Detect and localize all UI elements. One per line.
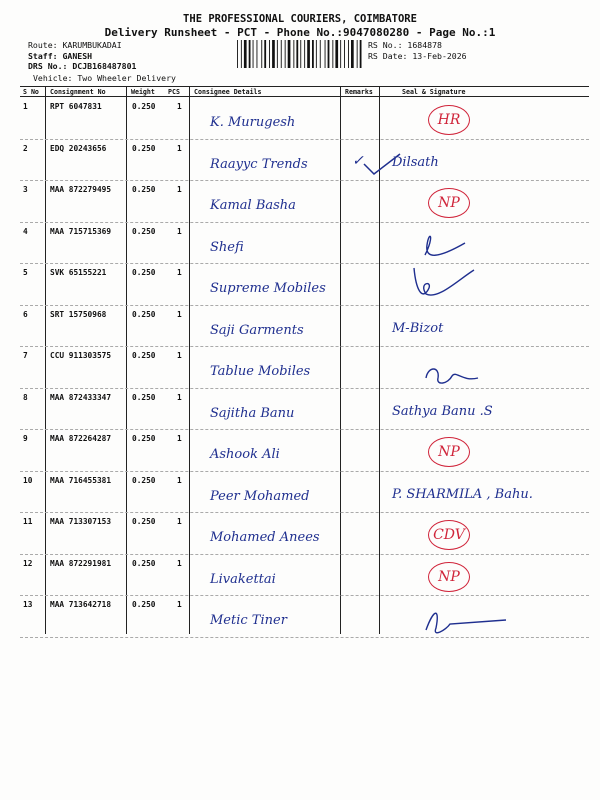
row-consignment-number: MAA 713307153	[50, 517, 112, 526]
col-header-consignment: Consignment No	[50, 88, 106, 96]
row-signature-handwritten: M-Bizot	[392, 320, 444, 336]
table-header-rule	[20, 96, 589, 97]
row-pieces: 1	[177, 309, 182, 319]
row-weight: 0.250	[132, 143, 156, 153]
row-pieces: 1	[177, 226, 182, 236]
company-title: THE PROFESSIONAL COURIERS, COIMBATORE	[183, 13, 417, 25]
row-pieces: 1	[177, 268, 182, 277]
row-serial-number: 11	[23, 517, 33, 526]
row-pieces: 1	[177, 475, 182, 485]
row-divider	[20, 429, 589, 430]
rs-number: RS No.: 1684878	[368, 40, 442, 50]
row-serial-number: 1	[23, 102, 28, 111]
row-weight: 0.250	[132, 517, 156, 526]
row-consignment-number: MAA 713642718	[50, 600, 112, 609]
row-consignee-handwritten: Metic Tiner	[210, 613, 287, 628]
row-serial-number: 6	[23, 309, 28, 319]
row-remarks: ✓	[352, 152, 364, 169]
signature-scribble-icon	[408, 260, 478, 305]
row-pieces: 1	[177, 143, 182, 153]
row-serial-number: 2	[23, 143, 28, 153]
runsheet-meta-left	[28, 40, 136, 72]
signature-scribble-icon	[420, 600, 510, 640]
row-consignment-number: RPT 6047831	[50, 102, 102, 111]
col-header-sno: S No	[23, 88, 39, 96]
row-weight: 0.250	[132, 475, 156, 485]
row-seal-stamp: CDV	[428, 520, 470, 550]
row-pieces: 1	[177, 185, 182, 194]
row-seal-stamp: NP	[428, 562, 470, 592]
row-pieces: 1	[177, 434, 182, 443]
row-divider	[20, 222, 589, 223]
row-consignment-number: SVK 65155221	[50, 268, 107, 277]
row-weight: 0.250	[132, 434, 156, 443]
row-consignment-number: CCU 911303575	[50, 351, 112, 360]
row-weight: 0.250	[132, 558, 156, 568]
runsheet-subtitle: Delivery Runsheet - PCT - Phone No.:9047080280 - Page No.:1	[104, 26, 496, 39]
row-seal-stamp: HR	[428, 105, 470, 135]
rs-date: RS Date: 13-Feb-2026	[368, 50, 467, 61]
signature-scribble-icon	[422, 360, 482, 390]
vehicle-label: Vehicle: Two Wheeler Delivery	[33, 73, 176, 83]
row-consignee-handwritten: Saji Garments	[210, 322, 304, 338]
row-serial-number: 13	[23, 600, 33, 609]
col-divider	[189, 86, 190, 634]
row-consignee-handwritten: Shefi	[210, 239, 244, 255]
row-consignment-number: MAA 872291981	[50, 558, 112, 568]
col-header-consignee: Consignee Details	[194, 88, 262, 96]
row-weight: 0.250	[132, 392, 156, 402]
col-header-pcs: PCS	[168, 88, 180, 96]
row-consignee-handwritten: Peer Mohamed	[210, 488, 310, 504]
row-pieces: 1	[177, 351, 182, 360]
route-label: Route: KARUMBUKADAI	[28, 40, 122, 50]
row-consignee-handwritten: Ashook Ali	[210, 447, 280, 462]
row-pieces: 1	[177, 558, 182, 568]
row-pieces: 1	[177, 102, 182, 111]
row-weight: 0.250	[132, 351, 156, 360]
runsheet-meta-right	[368, 40, 467, 61]
row-serial-number: 9	[23, 434, 28, 443]
row-weight: 0.250	[132, 102, 156, 111]
row-pieces: 1	[177, 392, 182, 402]
col-header-remarks: Remarks	[345, 88, 373, 96]
row-divider	[20, 595, 589, 596]
barcode-image	[237, 40, 363, 68]
row-seal-stamp: NP	[428, 188, 470, 218]
row-divider	[20, 554, 589, 555]
row-divider	[20, 388, 589, 389]
tick-mark-icon	[360, 150, 420, 180]
row-seal-stamp: NP	[428, 437, 470, 467]
row-signature-handwritten: P. SHARMILA , Bahu.	[392, 486, 533, 502]
signature-scribble-icon	[415, 225, 475, 265]
row-serial-number: 12	[23, 558, 33, 568]
row-divider	[20, 512, 589, 513]
row-consignment-number: MAA 872279495	[50, 185, 112, 194]
row-divider	[20, 180, 589, 181]
row-consignee-handwritten: Livakettai	[210, 571, 276, 587]
row-consignment-number: MAA 716455381	[50, 475, 112, 485]
row-serial-number: 7	[23, 351, 28, 360]
row-pieces: 1	[177, 600, 182, 609]
drs-number: DRS No.: DCJB168487801	[28, 61, 137, 71]
row-divider	[20, 139, 589, 140]
row-consignment-number: EDQ 20243656	[50, 143, 107, 153]
row-consignee-handwritten: Supreme Mobiles	[210, 281, 326, 296]
row-consignee-handwritten: Sajitha Banu	[210, 405, 295, 421]
row-weight: 0.250	[132, 268, 156, 277]
col-header-signature: Seal & Signature	[402, 88, 466, 96]
row-consignee-handwritten: Raayyc Trends	[210, 156, 308, 172]
row-signature-handwritten: Dilsath	[392, 154, 439, 170]
row-weight: 0.250	[132, 226, 156, 236]
row-weight: 0.250	[132, 185, 156, 194]
row-consignment-number: MAA 715715369	[50, 226, 112, 236]
row-consignment-number: SRT 15750968	[50, 309, 107, 319]
row-divider	[20, 263, 589, 264]
row-serial-number: 10	[23, 475, 33, 485]
row-consignment-number: MAA 872264287	[50, 434, 112, 443]
row-serial-number: 5	[23, 268, 28, 277]
row-serial-number: 4	[23, 226, 28, 236]
col-divider	[340, 86, 341, 634]
row-divider	[20, 305, 589, 306]
row-serial-number: 3	[23, 185, 28, 194]
row-divider	[20, 471, 589, 472]
row-weight: 0.250	[132, 309, 156, 319]
delivery-table	[20, 86, 589, 634]
row-consignee-handwritten: Kamal Basha	[210, 198, 296, 213]
col-divider	[45, 86, 46, 634]
row-consignee-handwritten: Mohamed Anees	[210, 530, 320, 545]
row-consignment-number: MAA 872433347	[50, 392, 112, 402]
staff-label: Staff: GANESH	[28, 50, 93, 61]
row-consignee-handwritten: Tablue Mobiles	[210, 364, 311, 379]
row-consignee-handwritten: K. Murugesh	[210, 115, 296, 130]
row-signature-handwritten: Sathya Banu .S	[392, 403, 493, 419]
col-divider	[126, 86, 127, 634]
row-serial-number: 8	[23, 392, 28, 402]
row-weight: 0.250	[132, 600, 156, 609]
row-pieces: 1	[177, 517, 182, 526]
col-header-weight: Weight	[131, 88, 155, 96]
row-divider	[20, 346, 589, 347]
table-top-rule	[20, 86, 589, 87]
